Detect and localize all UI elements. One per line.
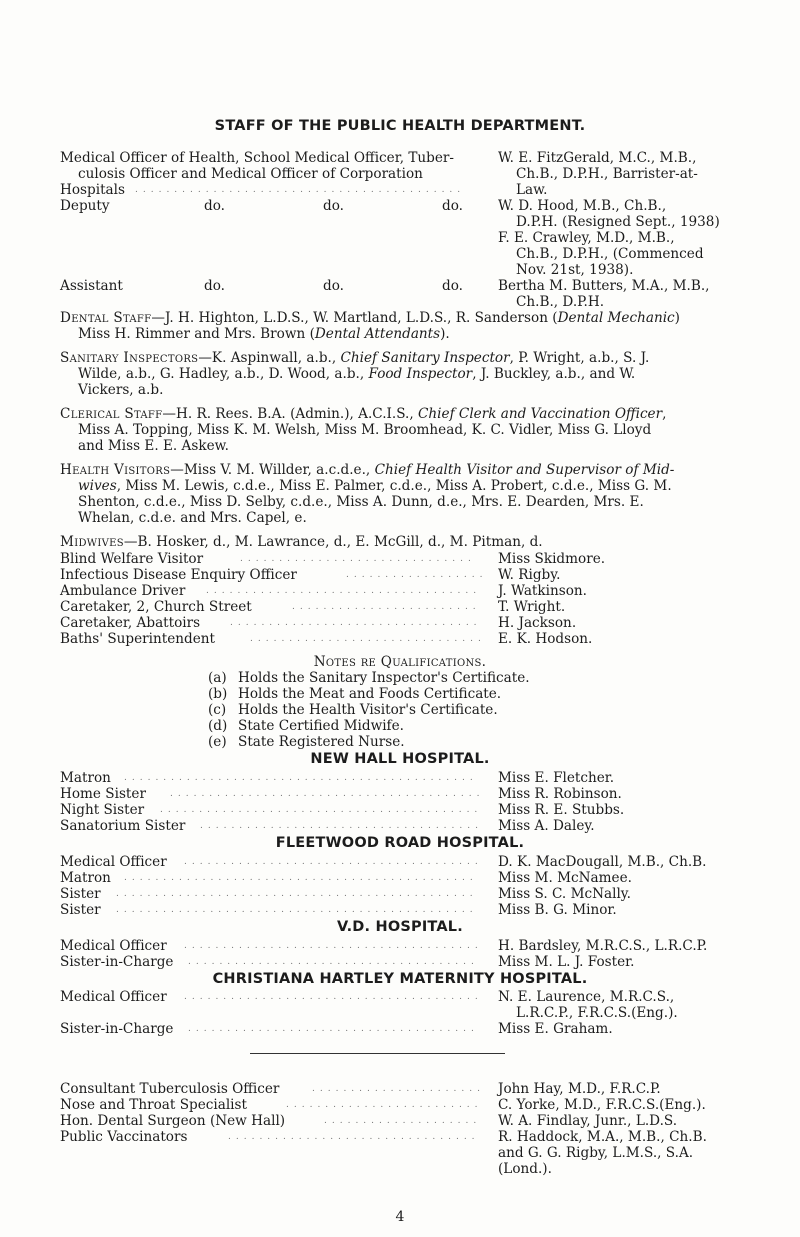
section-head: Midwives bbox=[60, 534, 124, 550]
dental-staff-para bbox=[60, 310, 740, 342]
leader-dots: .......................................... bbox=[135, 185, 466, 195]
leader-dots: .............................. bbox=[240, 554, 476, 564]
section-title: CHRISTIANA HARTLEY MATERNITY HOSPITAL. bbox=[212, 971, 588, 987]
role-label: Nose and Throat Specialist bbox=[60, 1097, 247, 1113]
ditto: do. bbox=[204, 198, 225, 214]
role-label: Consultant Tuberculosis Officer bbox=[60, 1081, 280, 1097]
staff-name: W. A. Findlay, Junr., L.D.S. bbox=[498, 1113, 678, 1129]
list-item bbox=[60, 818, 740, 834]
staff-name: Miss S. C. McNally. bbox=[498, 886, 631, 902]
assistant-label: Assistant bbox=[60, 278, 123, 294]
divider bbox=[250, 1053, 505, 1054]
role-label: Caretaker, Abattoirs bbox=[60, 615, 201, 631]
leader-dots: .............................. bbox=[250, 634, 486, 644]
list-item bbox=[60, 615, 740, 631]
note-text: State Certified Midwife. bbox=[238, 718, 404, 734]
list-item bbox=[60, 886, 740, 902]
note-key: (b) bbox=[208, 686, 228, 702]
staff-name: C. Yorke, M.D., F.R.C.S.(Eng.). bbox=[498, 1097, 706, 1113]
para-text: , Miss M. Lewis, c.d.e., Miss E. Palmer, c.d.e., Miss A. Probert, c.d.e., Miss G. M. bbox=[116, 478, 672, 494]
para-text: —K. Aspinwall, a.b., bbox=[198, 350, 341, 366]
health-visitors-para bbox=[60, 462, 740, 526]
list-item bbox=[60, 854, 740, 870]
staff-name: Miss Skidmore. bbox=[498, 551, 606, 567]
para-text: ) bbox=[674, 310, 680, 326]
page-title: STAFF OF THE PUBLIC HEALTH DEPARTMENT. bbox=[214, 118, 586, 134]
clerical-staff-para bbox=[60, 406, 740, 454]
staff-name: E. K. Hodson. bbox=[498, 631, 593, 647]
staff-name: J. Watkinson. bbox=[498, 583, 587, 599]
role-label: Matron bbox=[60, 770, 111, 786]
page-number: 4 bbox=[395, 1209, 405, 1225]
role-label: Blind Welfare Visitor bbox=[60, 551, 204, 567]
role-label: Medical Officer bbox=[60, 989, 167, 1005]
vd-staff bbox=[60, 938, 740, 970]
role-label: Baths' Superintendent bbox=[60, 631, 215, 647]
ditto: do. bbox=[442, 278, 463, 294]
note-key: (c) bbox=[208, 702, 227, 718]
leader-dots: ................................... bbox=[206, 586, 482, 596]
leader-dots: ...................................... bbox=[184, 857, 483, 867]
note-key: (a) bbox=[208, 670, 227, 686]
ditto: do. bbox=[323, 278, 344, 294]
leader-dots: ............................................. bbox=[124, 873, 478, 883]
staff-name: Miss A. Daley. bbox=[498, 818, 595, 834]
note-text: State Registered Nurse. bbox=[238, 734, 405, 750]
leader-dots: ...................................... bbox=[184, 992, 483, 1002]
staff-name: Miss M. L. J. Foster. bbox=[498, 954, 635, 970]
leader-dots: ......................... bbox=[286, 1100, 483, 1110]
leader-dots: ...................... bbox=[312, 1084, 485, 1094]
moh-label-line: culosis Officer and Medical Officer of Corporation bbox=[78, 166, 423, 182]
role-label: Sister bbox=[60, 886, 101, 902]
leader-dots: ................................ bbox=[230, 618, 482, 628]
misc-staff-list bbox=[60, 551, 740, 647]
leader-dots: .............................................. bbox=[116, 905, 478, 915]
list-item bbox=[60, 599, 740, 615]
para-text: Miss A. Topping, Miss K. M. Welsh, Miss M. Broomhead, K. C. Vidler, Miss G. Lloyd bbox=[78, 422, 652, 438]
list-item bbox=[60, 770, 740, 786]
para-italic: Food Inspector bbox=[368, 366, 473, 382]
list-item bbox=[60, 567, 740, 583]
list-item bbox=[60, 902, 740, 918]
note-text: Holds the Meat and Foods Certificate. bbox=[238, 686, 502, 702]
deputy-label: Deputy bbox=[60, 198, 110, 214]
list-item bbox=[60, 870, 740, 886]
para-italic: Chief Clerk and Vaccination Officer bbox=[418, 406, 663, 422]
para-text: —B. Hosker, d., M. Lawrance, d., E. McGill, d., M. Pitman, d. bbox=[123, 534, 543, 550]
para-text: Shenton, c.d.e., Miss D. Selby, c.d.e., Miss A. Dunn, d.e., Mrs. E. Dearden, Mrs. E. bbox=[78, 494, 644, 510]
section-title: V.D. HOSPITAL. bbox=[337, 919, 463, 935]
section-title: NEW HALL HOSPITAL. bbox=[310, 751, 490, 767]
staff-name: L.R.C.P., F.R.C.S.(Eng.). bbox=[516, 1005, 678, 1021]
staff-name: D. K. MacDougall, M.B., Ch.B. bbox=[498, 854, 707, 870]
para-italic: Chief Health Visitor and Supervisor of Mid- bbox=[374, 462, 675, 478]
leader-dots: ......................................... bbox=[160, 805, 483, 815]
para-italic: Chief Sanitary Inspector bbox=[340, 350, 510, 366]
staff-name: Miss E. Fletcher. bbox=[498, 770, 615, 786]
para-text: Vickers, a.b. bbox=[78, 382, 164, 398]
fleetwood-staff bbox=[60, 854, 740, 918]
note-key: (d) bbox=[208, 718, 228, 734]
moh-name-line: Law. bbox=[516, 182, 548, 198]
staff-name: Miss R. E. Stubbs. bbox=[498, 802, 625, 818]
section-head: Sanitary Inspectors bbox=[60, 350, 199, 366]
moh-label-line: Hospitals bbox=[60, 182, 125, 198]
list-item bbox=[60, 1129, 740, 1145]
role-label: Sanatorium Sister bbox=[60, 818, 186, 834]
role-label: Medical Officer bbox=[60, 854, 167, 870]
midwives-para bbox=[60, 534, 740, 550]
deputy-name-line: Nov. 21st, 1938). bbox=[516, 262, 634, 278]
notes-title: Notes re Qualifications. bbox=[313, 654, 487, 670]
staff-name: (Lond.). bbox=[498, 1161, 552, 1177]
role-label: Medical Officer bbox=[60, 938, 167, 954]
list-item bbox=[60, 938, 740, 954]
staff-name: R. Haddock, M.A., M.B., Ch.B. bbox=[498, 1129, 707, 1145]
role-label: Sister-in-Charge bbox=[60, 1021, 174, 1037]
note-text: Holds the Health Visitor's Certificate. bbox=[238, 702, 498, 718]
moh-name-line: W. E. FitzGerald, M.C., M.B., bbox=[498, 150, 697, 166]
para-text: , bbox=[662, 406, 667, 422]
role-label: Public Vaccinators bbox=[60, 1129, 188, 1145]
role-label: Matron bbox=[60, 870, 111, 886]
staff-name: Miss B. G. Minor. bbox=[498, 902, 617, 918]
para-italic: wives bbox=[78, 478, 117, 494]
list-item bbox=[60, 1097, 740, 1113]
para-text: and Miss E. E. Askew. bbox=[78, 438, 229, 454]
role-label: Night Sister bbox=[60, 802, 145, 818]
note-key: (e) bbox=[208, 734, 227, 750]
staff-name: H. Jackson. bbox=[498, 615, 577, 631]
role-label: Infectious Disease Enquiry Officer bbox=[60, 567, 297, 583]
para-text: Wilde, a.b., G. Hadley, a.b., D. Wood, a.b., bbox=[78, 366, 369, 382]
para-text: Whelan, c.d.e. and Mrs. Capel, e. bbox=[78, 510, 307, 526]
deputy-name-line: D.P.H. (Resigned Sept., 1938) bbox=[516, 214, 720, 230]
list-item bbox=[60, 954, 740, 970]
ditto: do. bbox=[204, 278, 225, 294]
role-label: Sister-in-Charge bbox=[60, 954, 174, 970]
staff-name: and G. G. Rigby, L.M.S., S.A. bbox=[498, 1145, 694, 1161]
consultants-list bbox=[60, 1081, 740, 1177]
ditto: do. bbox=[442, 198, 463, 214]
section-title: FLEETWOOD ROAD HOSPITAL. bbox=[275, 835, 525, 851]
leader-dots: ................................ bbox=[228, 1132, 480, 1142]
list-item bbox=[60, 551, 740, 567]
para-italic: Dental Mechanic bbox=[557, 310, 675, 326]
deputy-name-line: W. D. Hood, M.B., Ch.B., bbox=[498, 198, 667, 214]
notes-qualifications bbox=[60, 654, 740, 750]
staff-name: John Hay, M.D., F.R.C.P. bbox=[498, 1081, 661, 1097]
leader-dots: .................................... bbox=[200, 821, 483, 831]
assistant-name-line: Ch.B., D.P.H. bbox=[516, 294, 605, 310]
ditto: do. bbox=[323, 198, 344, 214]
staff-name: Miss E. Graham. bbox=[498, 1021, 613, 1037]
new-hall-staff bbox=[60, 770, 740, 834]
assistant-name-line: Bertha M. Butters, M.A., M.B., bbox=[498, 278, 710, 294]
para-text: —Miss V. M. Willder, a.c.d.e., bbox=[170, 462, 375, 478]
role-label: Home Sister bbox=[60, 786, 146, 802]
leader-dots: .................... bbox=[324, 1116, 482, 1126]
para-text: ). bbox=[440, 326, 450, 342]
leader-dots: ........................................ bbox=[170, 789, 485, 799]
leader-dots: .................. bbox=[346, 570, 488, 580]
list-item bbox=[60, 1113, 740, 1129]
leader-dots: ..................................... bbox=[188, 957, 479, 967]
list-item bbox=[60, 631, 740, 647]
role-label: Hon. Dental Surgeon (New Hall) bbox=[60, 1113, 286, 1129]
staff-name: Miss R. Robinson. bbox=[498, 786, 622, 802]
staff-name: T. Wright. bbox=[498, 599, 566, 615]
staff-name: W. Rigby. bbox=[498, 567, 561, 583]
role-label: Sister bbox=[60, 902, 101, 918]
note-text: Holds the Sanitary Inspector's Certificate. bbox=[238, 670, 530, 686]
leader-dots: .............................................. bbox=[116, 889, 478, 899]
list-item bbox=[60, 989, 740, 1005]
moh-entry bbox=[60, 150, 740, 198]
leader-dots: ...................................... bbox=[184, 941, 483, 951]
list-item bbox=[60, 1081, 740, 1097]
list-item bbox=[60, 1021, 740, 1037]
christiana-staff bbox=[60, 989, 740, 1037]
moh-name-line: Ch.B., D.P.H., Barrister-at- bbox=[516, 166, 698, 182]
leader-dots: ............................................. bbox=[124, 773, 478, 783]
para-text: , P. Wright, a.b., S. J. bbox=[509, 350, 650, 366]
role-label: Caretaker, 2, Church Street bbox=[60, 599, 252, 615]
leader-dots: ........................ bbox=[292, 602, 481, 612]
list-item bbox=[60, 786, 740, 802]
list-item bbox=[60, 802, 740, 818]
staff-name: Miss M. McNamee. bbox=[498, 870, 632, 886]
moh-label-line: Medical Officer of Health, School Medical Officer, Tuber- bbox=[60, 150, 455, 166]
staff-name: H. Bardsley, M.R.C.S., L.R.C.P. bbox=[498, 938, 708, 954]
para-text: —H. R. Rees. B.A. (Admin.), A.C.I.S., bbox=[162, 406, 419, 422]
para-text: Miss H. Rimmer and Mrs. Brown ( bbox=[78, 326, 315, 342]
list-item bbox=[60, 583, 740, 599]
assistant-entry bbox=[60, 278, 740, 310]
para-text: —J. H. Highton, L.D.S., W. Martland, L.D.S., R. Sanderson ( bbox=[151, 310, 558, 326]
section-head: Clerical Staff bbox=[60, 406, 163, 422]
deputy-entry bbox=[60, 198, 740, 278]
sanitary-inspectors-para bbox=[60, 350, 740, 398]
deputy-name-line: Ch.B., D.P.H., (Commenced bbox=[516, 246, 704, 262]
leader-dots: ..................................... bbox=[188, 1024, 479, 1034]
deputy-name-line: F. E. Crawley, M.D., M.B., bbox=[498, 230, 675, 246]
staff-name: N. E. Laurence, M.R.C.S., bbox=[498, 989, 675, 1005]
para-italic: Dental Attendants bbox=[314, 326, 441, 342]
section-head: Dental Staff bbox=[60, 310, 152, 326]
role-label: Ambulance Driver bbox=[60, 583, 186, 599]
section-head: Health Visitors bbox=[60, 462, 171, 478]
para-text: , J. Buckley, a.b., and W. bbox=[472, 366, 636, 382]
